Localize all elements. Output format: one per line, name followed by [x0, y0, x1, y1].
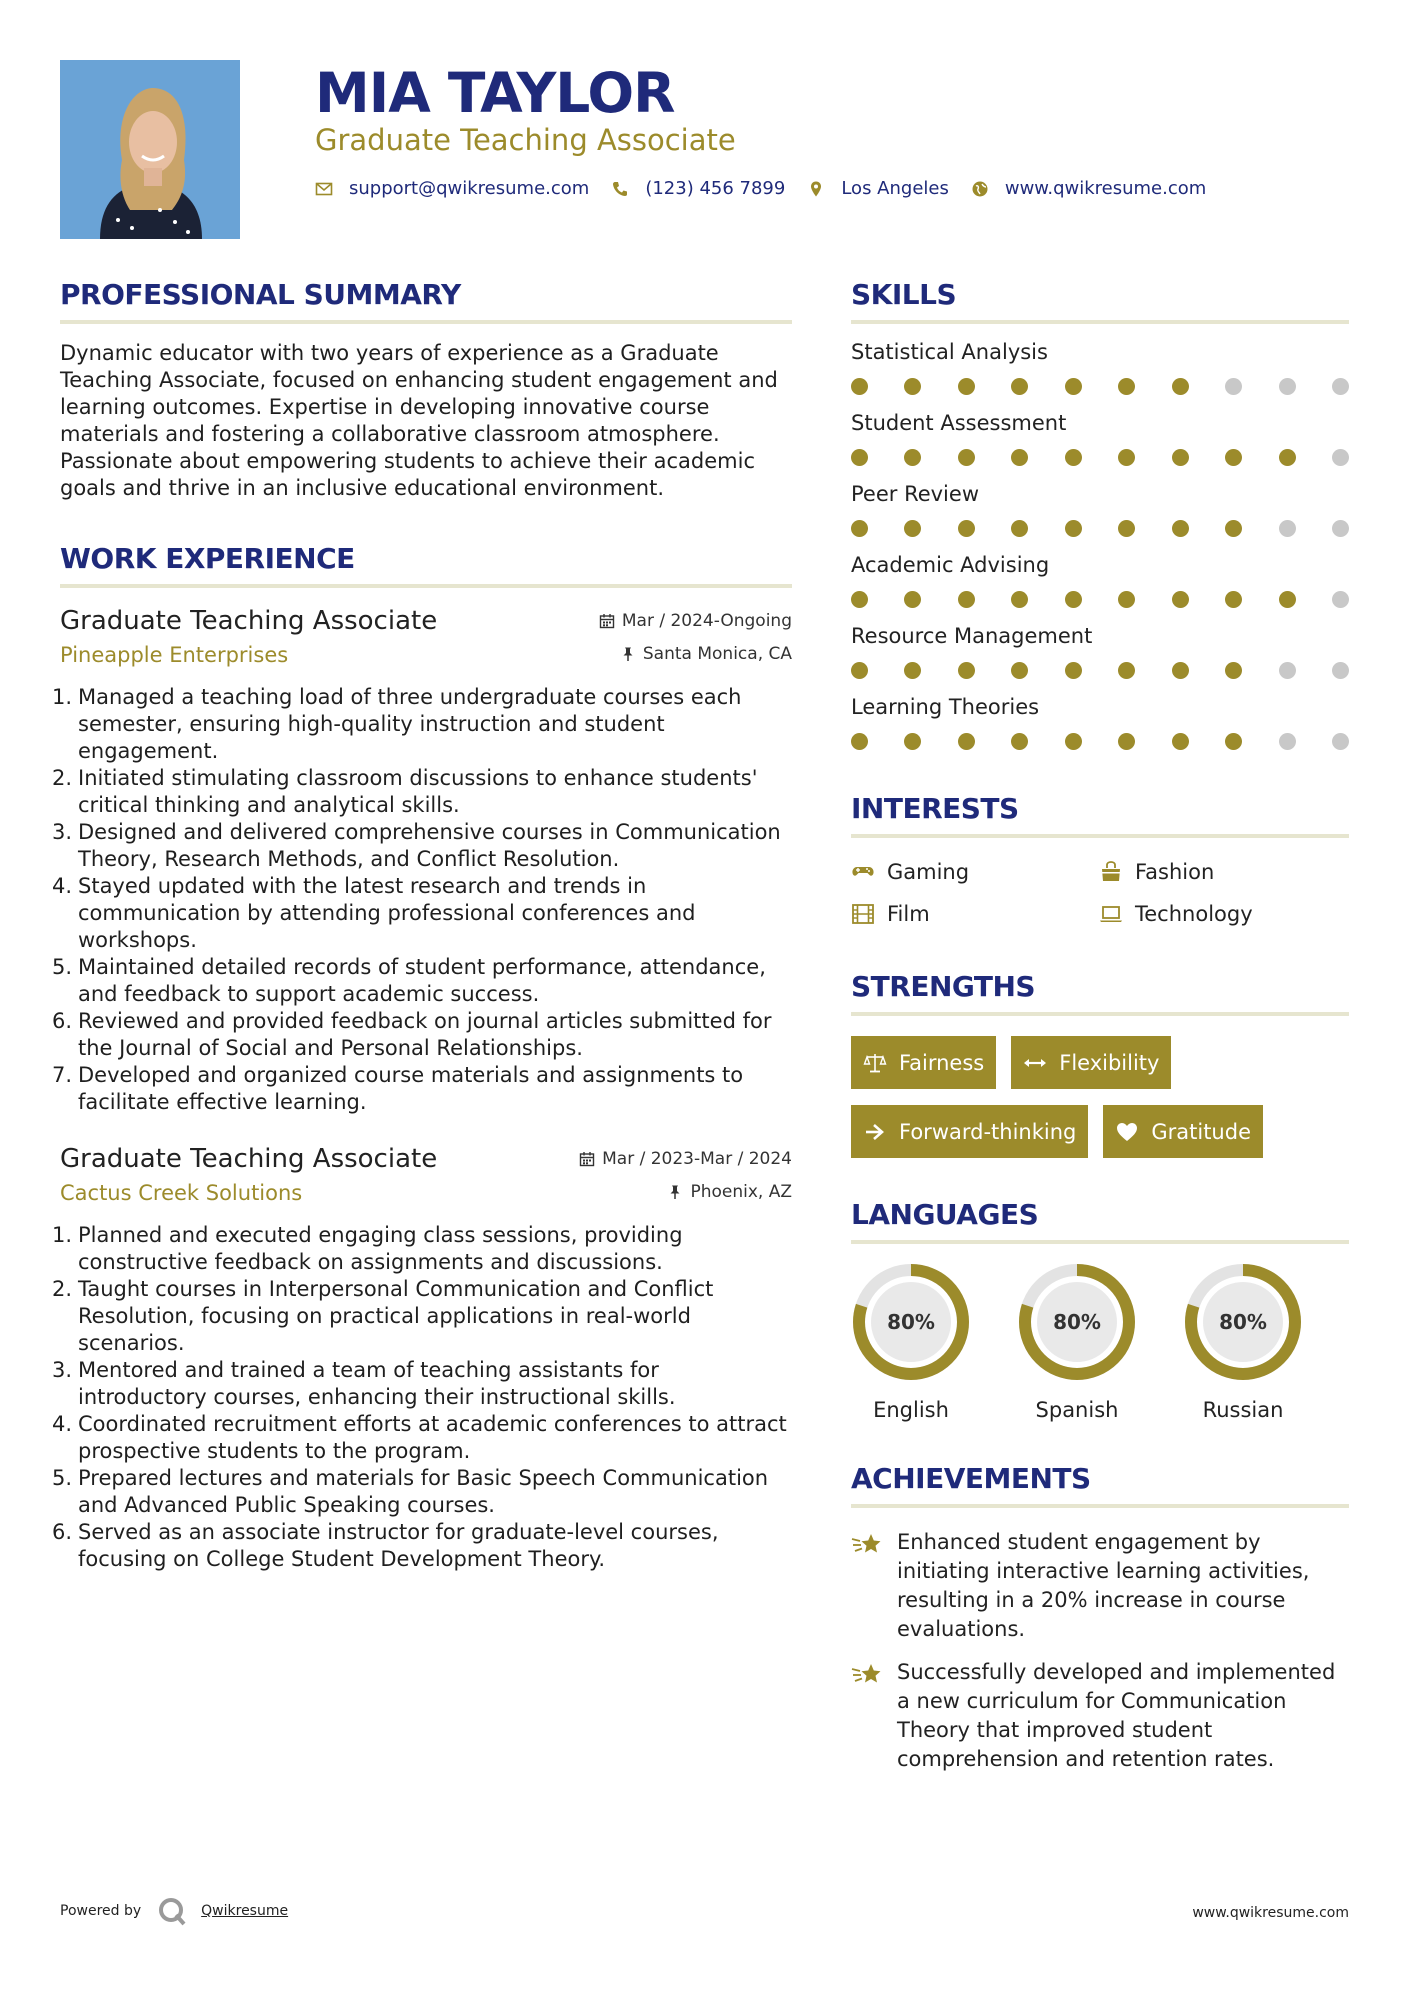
- rating-dot-filled: [1279, 449, 1296, 466]
- interests-title: INTERESTS: [851, 792, 1019, 825]
- strengths-list: [851, 1036, 1321, 1158]
- rating-dot-empty: [1332, 662, 1349, 679]
- skills-divider: [851, 320, 1349, 324]
- list-item: 5. Maintained detailed records of student performance, attendance, and feedback to support academic success.: [52, 955, 766, 1006]
- rating-dot-filled: [1118, 591, 1135, 608]
- strengths-section: [851, 970, 1349, 1158]
- languages-list: [851, 1262, 1349, 1422]
- rating-dot-filled: [1065, 733, 1082, 750]
- globe-icon: [971, 180, 989, 198]
- rating-dot-filled: [1065, 520, 1082, 537]
- achievement-text: Successfully developed and implemented a new curriculum for Communication Theory that improved student comprehension and retention rates.: [897, 1660, 1336, 1771]
- interest-item: Gaming: [851, 860, 1099, 884]
- skill-name: Academic Advising: [851, 553, 1050, 577]
- rating-dot-filled: [904, 378, 921, 395]
- rating-dot-empty: [1279, 520, 1296, 537]
- skill-name: Learning Theories: [851, 695, 1040, 719]
- skill-rating: [851, 733, 1349, 750]
- rating-dot-filled: [1065, 449, 1082, 466]
- rating-dot-filled: [1225, 449, 1242, 466]
- experience-divider: [60, 584, 792, 588]
- job-responsibilities: [52, 1222, 792, 1573]
- language-name: English: [873, 1398, 949, 1422]
- list-item: 6. Reviewed and provided feedback on journal articles submitted for the Journal of Social and Personal Relationships.: [52, 1009, 772, 1060]
- contact-phone[interactable]: [611, 178, 785, 199]
- strength-chip: Gratitude: [1103, 1105, 1263, 1158]
- languages-section: [851, 1198, 1349, 1422]
- rating-dot-filled: [904, 733, 921, 750]
- rating-dot-filled: [1065, 378, 1082, 395]
- job-location: [667, 1182, 792, 1202]
- map-pin-icon: [807, 180, 825, 198]
- language-percent: 80%: [1053, 1310, 1101, 1334]
- rating-dot-filled: [851, 662, 868, 679]
- strengths-title: STRENGTHS: [851, 970, 1036, 1003]
- calendar-icon: [599, 613, 615, 629]
- skill-name: Statistical Analysis: [851, 340, 1048, 364]
- language-name: Russian: [1202, 1398, 1284, 1422]
- language-item: [1017, 1262, 1183, 1422]
- skill-name: Peer Review: [851, 482, 979, 506]
- contact-location-text: Los Angeles: [841, 178, 949, 199]
- languages-title: LANGUAGES: [851, 1198, 1039, 1231]
- contact-phone-text: (123) 456 7899: [645, 178, 786, 199]
- rating-dot-filled: [1011, 591, 1028, 608]
- gamepad-icon: [851, 860, 875, 884]
- arrow-right-icon: [863, 1120, 887, 1144]
- rating-dot-filled: [1172, 733, 1189, 750]
- shooting-star-icon: [851, 1660, 885, 1690]
- interests-list: [851, 860, 1349, 926]
- list-item: 4. Coordinated recruitment efforts at academic conferences to attract prospective students to the program.: [52, 1412, 787, 1463]
- rating-dot-filled: [1118, 449, 1135, 466]
- strengths-divider: [851, 1012, 1349, 1016]
- rating-dot-filled: [1225, 591, 1242, 608]
- interests-section: [851, 792, 1349, 926]
- job-date-text: Mar / 2024-Ongoing: [621, 611, 792, 631]
- film-icon: [851, 902, 875, 926]
- qwikresume-logo-icon: [157, 1896, 187, 1926]
- contact-email-text: support@qwikresume.com: [349, 178, 590, 199]
- summary-text: Dynamic educator with two years of experience as a Graduate Teaching Associate, focused on enhancing student engagement and learning outcomes. Expertise in developing innovative course materials and fostering a collaborative classroom atmosphere. Passionate about empowering students to achieve their academic goals and thrive in an inclusive educational environment.: [60, 341, 778, 500]
- achievement-item: [851, 1658, 1349, 1774]
- rating-dot-filled: [958, 378, 975, 395]
- rating-dot-empty: [1279, 733, 1296, 750]
- job-entry: [52, 1142, 792, 1573]
- achievement-item: [851, 1528, 1349, 1644]
- job-company: Cactus Creek Solutions: [60, 1181, 303, 1205]
- job-entry: [52, 604, 792, 1116]
- contact-bar: [315, 178, 1228, 199]
- language-percent: 80%: [1219, 1310, 1267, 1334]
- rating-dot-filled: [1225, 733, 1242, 750]
- powered-by-label: Powered by: [60, 1903, 142, 1919]
- shooting-star-icon: [851, 1530, 885, 1560]
- achievements-divider: [851, 1504, 1349, 1508]
- language-name: Spanish: [1035, 1398, 1119, 1422]
- rating-dot-filled: [1011, 520, 1028, 537]
- rating-dot-filled: [851, 591, 868, 608]
- rating-dot-filled: [1279, 591, 1296, 608]
- contact-location: [807, 178, 949, 199]
- achievements-section: [851, 1462, 1349, 1774]
- skill-name: Resource Management: [851, 624, 1093, 648]
- interest-item: Fashion: [1099, 860, 1339, 884]
- interest-item: Technology: [1099, 902, 1339, 926]
- rating-dot-empty: [1279, 378, 1296, 395]
- rating-dot-filled: [1065, 591, 1082, 608]
- scale-icon: [863, 1051, 887, 1075]
- rating-dot-filled: [1225, 662, 1242, 679]
- list-item: 4. Stayed updated with the latest research and trends in communication by attending professional conferences and workshops.: [52, 874, 696, 952]
- skill-rating: [851, 378, 1349, 395]
- rating-dot-filled: [904, 662, 921, 679]
- handbag-icon: [1099, 860, 1123, 884]
- rating-dot-filled: [851, 520, 868, 537]
- skill-rating: [851, 662, 1349, 679]
- list-item: 3. Designed and delivered comprehensive courses in Communication Theory, Research Methods, and Conflict Resolution.: [52, 820, 781, 871]
- achievements-title: ACHIEVEMENTS: [851, 1462, 1091, 1495]
- skills-section: [851, 278, 1349, 750]
- footer-powered-by: [60, 1896, 288, 1926]
- heart-icon: [1115, 1120, 1139, 1144]
- rating-dot-filled: [1118, 378, 1135, 395]
- rating-dot-empty: [1332, 378, 1349, 395]
- phone-icon: [611, 180, 629, 198]
- skill-name: Student Assessment: [851, 411, 1067, 435]
- rating-dot-filled: [1011, 378, 1028, 395]
- strength-chip: Flexibility: [1011, 1036, 1171, 1089]
- left-column: [52, 278, 792, 1573]
- rating-dot-empty: [1332, 520, 1349, 537]
- calendar-icon: [579, 1151, 595, 1167]
- qwikresume-link[interactable]: Qwikresume: [201, 1903, 289, 1919]
- pushpin-icon: [667, 1184, 683, 1200]
- list-item: 1. Planned and executed engaging class sessions, providing constructive feedback on assignments and discussions.: [52, 1223, 683, 1274]
- list-item: 1. Managed a teaching load of three undergraduate courses each semester, ensuring high-quality instruction and student engagement.: [52, 685, 742, 763]
- rating-dot-filled: [851, 733, 868, 750]
- skills-title: SKILLS: [851, 278, 957, 311]
- job-date: [599, 611, 792, 631]
- rating-dot-filled: [1172, 662, 1189, 679]
- rating-dot-filled: [1011, 733, 1028, 750]
- envelope-icon: [315, 180, 333, 198]
- skill-rating: [851, 449, 1349, 466]
- job-title: Graduate Teaching Associate: [60, 606, 438, 636]
- pushpin-icon: [620, 646, 636, 662]
- strength-chip: Forward-thinking: [851, 1105, 1088, 1158]
- contact-email[interactable]: [315, 178, 589, 199]
- rating-dot-filled: [1172, 520, 1189, 537]
- list-item: 3. Mentored and trained a team of teaching assistants for introductory courses, enhancing their instructional skills.: [52, 1358, 676, 1409]
- job-title: Graduate Teaching Associate: [60, 1144, 438, 1174]
- rating-dot-filled: [904, 520, 921, 537]
- experience-title: WORK EXPERIENCE: [60, 542, 355, 575]
- rating-dot-filled: [958, 733, 975, 750]
- language-ring: [1183, 1262, 1303, 1382]
- contact-website-text: www.qwikresume.com: [1004, 178, 1207, 199]
- language-ring: [1017, 1262, 1137, 1382]
- rating-dot-filled: [1011, 449, 1028, 466]
- skill-rating: [851, 591, 1349, 608]
- summary-divider: [60, 320, 792, 324]
- job-company: Pineapple Enterprises: [60, 643, 289, 667]
- footer-website[interactable]: www.qwikresume.com: [1192, 1905, 1349, 1921]
- rating-dot-filled: [1118, 520, 1135, 537]
- language-ring: [851, 1262, 971, 1382]
- arrows-horizontal-icon: [1023, 1051, 1047, 1075]
- list-item: 5. Prepared lectures and materials for Basic Speech Communication and Advanced Public Speaking courses.: [52, 1466, 769, 1517]
- language-percent: 80%: [887, 1310, 935, 1334]
- right-column: [851, 278, 1349, 1774]
- rating-dot-filled: [851, 449, 868, 466]
- job-responsibilities: [52, 684, 792, 1116]
- skill-item: [851, 409, 1349, 466]
- rating-dot-filled: [958, 520, 975, 537]
- rating-dot-filled: [958, 662, 975, 679]
- skill-item: [851, 480, 1349, 537]
- rating-dot-filled: [1118, 733, 1135, 750]
- languages-divider: [851, 1240, 1349, 1244]
- list-item: 6. Served as an associate instructor for graduate-level courses, focusing on College Student Development Theory.: [52, 1520, 719, 1571]
- laptop-icon: [1099, 902, 1123, 926]
- job-location-text: Santa Monica, CA: [642, 644, 792, 664]
- rating-dot-empty: [1332, 591, 1349, 608]
- rating-dot-filled: [958, 449, 975, 466]
- rating-dot-filled: [1172, 449, 1189, 466]
- job-date-text: Mar / 2023-Mar / 2024: [602, 1149, 792, 1169]
- summary-section: [60, 278, 792, 502]
- rating-dot-empty: [1332, 449, 1349, 466]
- rating-dot-filled: [1172, 378, 1189, 395]
- achievement-text: Enhanced student engagement by initiating interactive learning activities, resulting in a 20% increase in course evaluations.: [897, 1530, 1310, 1641]
- skill-item: [851, 622, 1349, 679]
- rating-dot-filled: [1225, 520, 1242, 537]
- rating-dot-filled: [1172, 591, 1189, 608]
- rating-dot-filled: [1065, 662, 1082, 679]
- list-item: 2. Taught courses in Interpersonal Communication and Conflict Resolution, focusing on practical applications in real-world scenarios.: [52, 1277, 714, 1355]
- job-location: [620, 644, 792, 664]
- skill-rating: [851, 520, 1349, 537]
- rating-dot-empty: [1332, 733, 1349, 750]
- interest-item: Film: [851, 902, 1099, 926]
- language-item: [1183, 1262, 1349, 1422]
- interests-divider: [851, 834, 1349, 838]
- rating-dot-filled: [1118, 662, 1135, 679]
- rating-dot-empty: [1225, 378, 1242, 395]
- rating-dot-filled: [851, 378, 868, 395]
- skill-item: [851, 338, 1349, 395]
- rating-dot-empty: [1279, 662, 1296, 679]
- skill-item: [851, 551, 1349, 608]
- rating-dot-filled: [904, 591, 921, 608]
- contact-website[interactable]: [971, 178, 1206, 199]
- language-item: [851, 1262, 1017, 1422]
- job-location-text: Phoenix, AZ: [690, 1182, 792, 1202]
- profile-photo: [60, 60, 240, 239]
- candidate-name: MIA TAYLOR: [315, 61, 675, 125]
- list-item: 2. Initiated stimulating classroom discussions to enhance students' critical thinking and analytical skills.: [52, 766, 758, 817]
- list-item: 7. Developed and organized course materials and assignments to facilitate effective learning.: [52, 1063, 744, 1114]
- rating-dot-filled: [1011, 662, 1028, 679]
- rating-dot-filled: [958, 591, 975, 608]
- skill-item: [851, 693, 1349, 750]
- summary-title: PROFESSIONAL SUMMARY: [60, 278, 461, 311]
- skills-list: [851, 338, 1349, 750]
- job-date: [579, 1149, 792, 1169]
- experience-section: [52, 542, 792, 1573]
- strength-chip: Fairness: [851, 1036, 996, 1089]
- rating-dot-filled: [904, 449, 921, 466]
- candidate-role: Graduate Teaching Associate: [315, 123, 736, 157]
